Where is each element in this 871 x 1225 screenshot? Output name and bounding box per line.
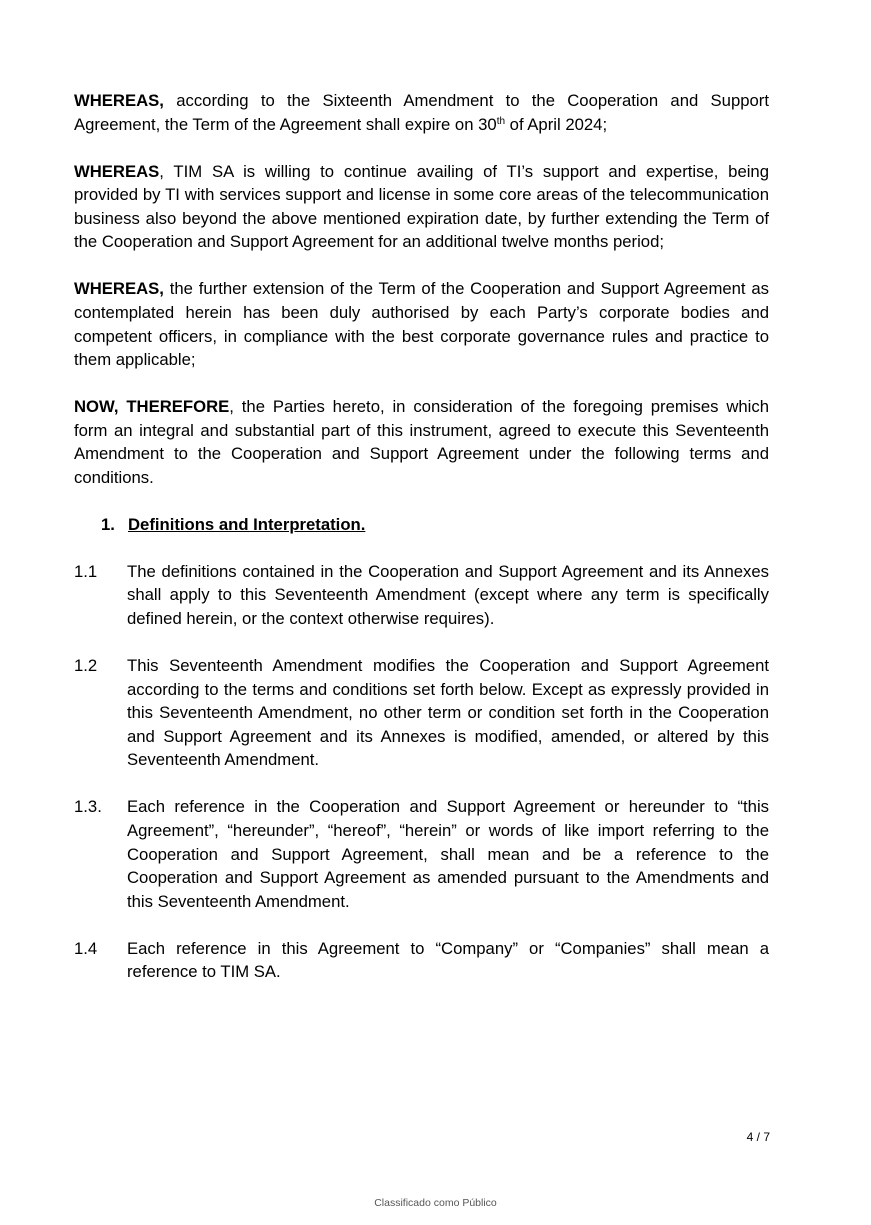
clause-text: Each reference in the Cooperation and Support Agreement or hereunder to “this Agreement”, “hereunder”, “hereof”, “herein” or words of like import referring to the Cooperation and Support Agreement, shall mean and be a reference to the Cooperation and Support Agreement as amended pursuant to the Amendments and this Seventeenth Amendment. <box>127 797 769 911</box>
clause-number: 1.1 <box>74 561 98 581</box>
recital-lead: WHEREAS <box>74 161 160 181</box>
clause-text: This Seventeenth Amendment modifies the Cooperation and Support Agreement according to the terms and conditions set forth below. Except as expressly provided in this Seventeenth Amendment, no other term or condition set forth in the Cooperation and Support Agreement and its Annexes is modified, amended, or altered by this Seventeenth Amendment. <box>127 656 769 770</box>
recital-2 <box>74 160 769 254</box>
recital-lead: WHEREAS, <box>74 91 164 110</box>
clause-number: 1.2 <box>74 656 98 676</box>
recital-3 <box>74 277 769 371</box>
ordinal-suffix: th <box>496 115 506 127</box>
page-number: 4 / 7 <box>746 1130 770 1144</box>
recital-text: , TIM SA is willing to continue availing of TI’s support and expertise, being provided by TI with services support and license in some core areas of the telecommunication business also beyond the above mentioned expiration date, by further extending the Term of the Cooperation and Support Agreement for an additional twelve months period; <box>74 161 769 252</box>
recital-4 <box>74 395 769 489</box>
section-heading <box>74 513 769 537</box>
recital-text-end: of April 2024; <box>505 114 608 134</box>
recital-lead: NOW, THEREFORE <box>74 397 230 417</box>
clause-number: 1.4 <box>74 938 98 958</box>
clause-number: 1.3. <box>74 797 102 817</box>
clause-text: Each reference in this Agreement to “Company” or “Companies” shall mean a reference to TIM SA. <box>127 938 769 982</box>
page-body <box>74 89 769 1007</box>
recital-1 <box>74 89 769 136</box>
clause-1-3 <box>74 795 769 913</box>
section-number: 1. <box>101 514 115 534</box>
recital-lead: WHEREAS, <box>74 279 164 299</box>
clause-1-1 <box>74 560 769 631</box>
clause-text: The definitions contained in the Cooperation and Support Agreement and its Annexes shall apply to this Seventeenth Amendment (except where any term is specifically defined herein, or the context otherwise requires). <box>127 561 769 629</box>
clause-1-2 <box>74 654 769 772</box>
classification-footer: Classificado como Público <box>374 1197 497 1209</box>
recital-text: , the Parties hereto, in consideration of the foregoing premises which form an integral and substantial part of this instrument, agreed to execute this Seventeenth Amendment to the Cooperation and Support Agreement under the following terms and conditions. <box>74 397 769 487</box>
recital-text: according to the Sixteenth Amendment to the Cooperation and Support Agreement, the Term of the Agreement shall expire on 30 <box>74 91 769 134</box>
section-title: Definitions and Interpretation. <box>128 514 366 534</box>
clause-1-4 <box>74 937 769 984</box>
recital-text: the further extension of the Term of the Cooperation and Support Agreement as contemplated herein has been duly authorised by each Party’s corporate bodies and competent officers, in compliance with the best corporate governance rules and practice to them applicable; <box>74 279 769 370</box>
